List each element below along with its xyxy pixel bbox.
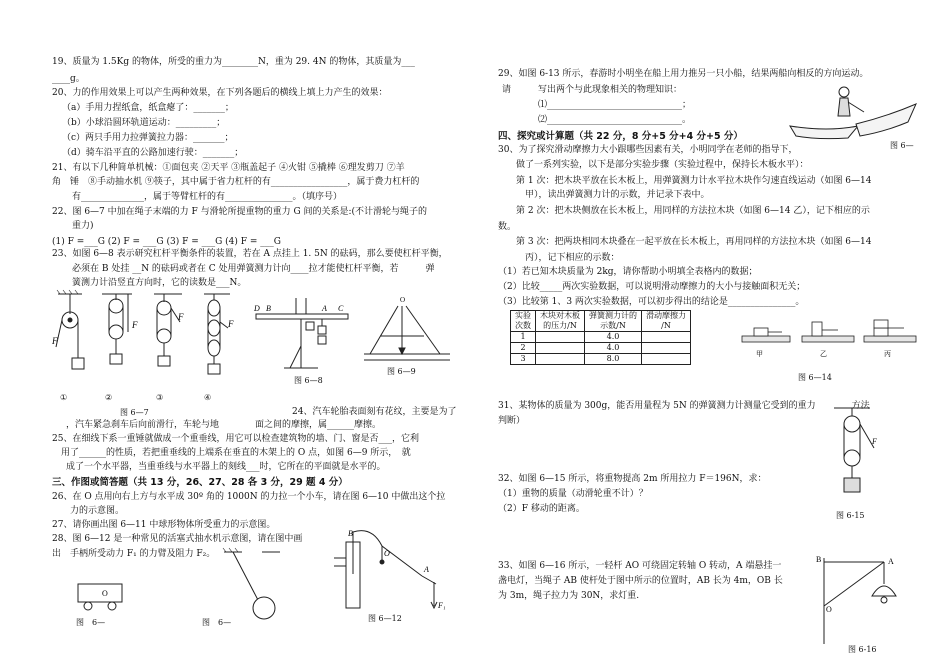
experiment-table bbox=[510, 310, 691, 365]
q20-line1: 20、力的作用效果上可以产生两种效果，在下列各题后的横线上填上力产生的效果： bbox=[52, 88, 388, 98]
q30-line6: 数。 bbox=[498, 222, 517, 232]
table-cell[interactable] bbox=[536, 343, 585, 354]
q29-line1: 29、如图 6-13 所示，春游时小明坐在船上用力推另一只小船，结果两船向相反的方向运动。 bbox=[498, 69, 869, 79]
table-header: 木块对木板 的压力/N bbox=[536, 311, 585, 332]
fig615-label-f: F bbox=[872, 437, 877, 446]
fig68-caption: 图 6—8 bbox=[294, 376, 323, 385]
table-row bbox=[511, 354, 691, 365]
q21-line1: 21、有以下几种简单机械：①面包夹 ②天平 ③瓶盖起子 ④火钳 ⑤撬棒 ⑥理发剪刀 ⑦羊 bbox=[52, 163, 405, 173]
q21-line3: 有______________，属于等臂杠杆的有_______________。（填序号） bbox=[72, 192, 343, 202]
q33-line1: 33、如图 6—16 所示，一轻杆 AO 可绕固定转轴 O 转动，A 端悬挂一 bbox=[498, 561, 782, 571]
q31-line1: 31、某物体的质量为 300g，能否用量程为 5N 的弹簧测力计测量它受到的重力 方法 bbox=[498, 401, 870, 411]
figure-6-10-cart bbox=[76, 582, 132, 612]
q32-line3: （2）F 移动的距离。 bbox=[498, 504, 585, 514]
q29-line3: ⑴______________________________； bbox=[538, 100, 692, 110]
q30-line7: 第 3 次：把两块相同木块叠在一起平放在长木板上，再用同样的方法拉木块（如图 6—14 bbox=[498, 237, 872, 247]
table-header: 弹簧测力计的 示数/N bbox=[585, 311, 642, 332]
q31-line2: 判断） bbox=[498, 416, 526, 426]
q30-q2: （2）比较_____两次实验数据，可以说明滑动摩擦力的大小与接触面积无关； bbox=[498, 282, 806, 292]
figure-6-8-lever bbox=[254, 296, 352, 378]
table-row bbox=[511, 343, 691, 354]
fig615-caption: 图 6-15 bbox=[836, 511, 865, 520]
table-header-row bbox=[511, 311, 691, 332]
fig614-label-yi: 乙 bbox=[820, 350, 827, 358]
q30-line5: 第 2 次：把木块侧放在长木板上，用同样的方法拉木块（如图 6—14 乙），记下相应的示 bbox=[498, 206, 870, 216]
section-3-heading: 三、作图或简答题（共 13 分，26、27、28 各 3 分，29 题 4 分） bbox=[52, 477, 348, 488]
q23-line3: 簧测力计沿竖直方向时，它的读数是___N。 bbox=[72, 278, 247, 288]
q30-line2: 做了一系列实验，以下是部分实验步骤（实验过程中，保持长木板水平）： bbox=[498, 160, 809, 170]
fig616-caption: 图 6-16 bbox=[848, 645, 877, 654]
q30-line8: 丙），记下相应的示数： bbox=[498, 253, 620, 263]
table-cell: 1 bbox=[511, 332, 536, 343]
q20-b: （b）小球沿圆环轨道运动：_________； bbox=[62, 118, 226, 128]
table-cell: 2 bbox=[511, 343, 536, 354]
q32-line1: 32、如图 6—15 所示，将重物提高 2m 所用拉力 F＝196N，求： bbox=[498, 474, 767, 484]
q25-line1: 25、在细线下系一重锤就做成一个重垂线，用它可以检查建筑物的墙、门、窗是否___，它利 bbox=[52, 434, 419, 444]
pump-label-f1: F₁ bbox=[438, 601, 446, 610]
table-cell: 4.0 bbox=[585, 332, 642, 343]
q25-line3: 成了一个水平器，当重垂线与水平器上的刻线___时，它所在的平面就是水平的。 bbox=[66, 462, 386, 472]
fig616-label-b: B bbox=[816, 555, 822, 564]
table-cell: 8.0 bbox=[585, 354, 642, 365]
table-row bbox=[511, 332, 691, 343]
figure-6-15-pulley bbox=[830, 406, 890, 502]
figure-6-12-pump bbox=[332, 526, 482, 616]
figure-6-9-level bbox=[362, 296, 457, 368]
fig612-caption: 图 6—12 bbox=[368, 614, 402, 623]
fig67-label-3: ③ bbox=[156, 393, 164, 402]
q30-line3: 第 1 次：把木块平放在长木板上，用弹簧测力计水平拉木块作匀速直线运动（如图 6—14 bbox=[498, 176, 872, 186]
lever-label-c: C bbox=[338, 304, 344, 313]
q30-q1: （1）若已知木块质量为 2kg，请你帮助小明填全表格内的数据； bbox=[498, 267, 758, 277]
lever-label-a: A bbox=[322, 304, 327, 313]
q21-line2: 角 锤 ⑧手动抽水机 ⑨筷子，其中属于省力杠杆的有_________________，属于费力杠杆的 bbox=[52, 177, 420, 187]
table-cell[interactable] bbox=[536, 354, 585, 365]
q32-line2: （1）重物的质量（动滑轮重不计）？ bbox=[498, 489, 648, 499]
fig616-label-a: A bbox=[888, 557, 894, 566]
q33-line3: 为 3m，绳子拉力为 30N，求灯重. bbox=[498, 591, 640, 601]
pump-label-o: O bbox=[384, 549, 390, 558]
section-4-heading: 四、探究或计算题（共 22 分，8 分+5 分+4 分+5 分） bbox=[498, 131, 743, 142]
q22-line2: 重力) bbox=[72, 221, 94, 231]
figure-6-11-ball bbox=[222, 550, 284, 622]
figure-6-13-boats bbox=[788, 82, 918, 144]
table-cell[interactable] bbox=[536, 332, 585, 343]
figure-6-14-friction bbox=[740, 318, 920, 364]
q19-line1: 19、质量为 1.5Kg 的物体，所受的重力为________N，重为 29. 4N 的物体，其质量为___ bbox=[52, 57, 415, 67]
lever-label-b: B bbox=[266, 304, 271, 313]
q25-line2: 用了______的性质，若把重垂线的上端系在垂直的木架上的 O 点，如图 6—9 所示， 就 bbox=[52, 448, 411, 458]
fig69-caption: 图 6—9 bbox=[387, 367, 416, 376]
q30-line1: 30、为了探究滑动摩擦力大小跟哪些因素有关，小明同学在老师的指导下， bbox=[498, 145, 798, 155]
q23-line2: 必须在 B 处挂 __N 的砝码或者在 C 处用弹簧测力计向____拉才能使杠杆平衡，若 弹 bbox=[72, 264, 435, 274]
fig611-caption: 图 6— bbox=[202, 618, 232, 627]
q33-line2: 盏电灯，当绳子 AB 使杆处于图中所示的位置时，AB 长为 4m，OB 长 bbox=[498, 576, 783, 586]
table-cell: 4.0 bbox=[585, 343, 642, 354]
svg-text:O: O bbox=[102, 589, 108, 598]
table-cell[interactable] bbox=[642, 332, 691, 343]
lever-label-d: D bbox=[254, 304, 260, 313]
q20-d: （d）骑车沿平直的公路加速行驶：_______； bbox=[62, 148, 244, 158]
q20-a: （a）手用力捏纸盒，纸盒瘪了：_______； bbox=[62, 103, 234, 113]
pump-label-a: A bbox=[424, 565, 429, 574]
svg-text:F: F bbox=[132, 320, 138, 330]
q30-line4: 甲），读出弹簧测力计的示数，并记录下表中。 bbox=[498, 190, 710, 200]
q22-line3: (1) F =___G (2) F = ___G (3) F = ___G (4) F = ___G bbox=[52, 237, 281, 247]
q28-line2: 出 手柄所受动力 F₁ 的力臂及阻力 F₂。 bbox=[52, 549, 216, 559]
fig67-label-4: ④ bbox=[204, 393, 212, 402]
svg-text:O: O bbox=[400, 296, 406, 304]
svg-text:F: F bbox=[178, 312, 184, 322]
q22-line1: 22、图 6—7 中加在绳子末端的力 F 与滑轮所提重物的重力 G 间的关系是:(不计滑轮与绳子的 bbox=[52, 207, 428, 217]
fig67-caption: 图 6—7 bbox=[120, 408, 149, 417]
q24-line1: 24、汽车轮胎表面刻有花纹，主要是为了 bbox=[292, 407, 457, 417]
svg-text:F: F bbox=[52, 336, 58, 346]
table-cell: 3 bbox=[511, 354, 536, 365]
q30-q3: （3）比较第 1、3 两次实验数据，可以初步得出的结论是_______________。 bbox=[498, 297, 805, 307]
pump-label-b: B bbox=[348, 529, 353, 538]
q26-line1: 26、在 O 点用向右上方与水平成 30º 角的 1000N 的力拉一个小车，请在图 6—10 中做出这个拉 bbox=[52, 492, 446, 502]
q23-line1: 23、如图 6—8 表示研究杠杆平衡条件的装置，若在 A 点挂上 1. 5N 的砝码，那么要使杠杆平衡， bbox=[52, 249, 448, 259]
table-header: 实验 次数 bbox=[511, 311, 536, 332]
fig614-label-bing: 丙 bbox=[884, 350, 891, 358]
table-cell[interactable] bbox=[642, 343, 691, 354]
table-header: 滑动摩擦力 /N bbox=[642, 311, 691, 332]
table-cell[interactable] bbox=[642, 354, 691, 365]
fig67-label-2: ② bbox=[105, 393, 113, 402]
q20-c: （c）两只手用力拉弹簧拉力器：_______； bbox=[62, 133, 234, 143]
figure-6-7-pulleys bbox=[52, 292, 242, 407]
q19-line2: ____g。 bbox=[52, 74, 85, 84]
fig614-caption: 图 6—14 bbox=[798, 373, 832, 382]
fig614-label-jia: 甲 bbox=[756, 350, 763, 358]
q28-line1: 28、图 6—12 是一种常见的活塞式抽水机示意图，请在图中画 bbox=[52, 534, 303, 544]
q26-line2: 力的示意图。 bbox=[52, 506, 125, 516]
figure-6-16-lamp bbox=[814, 554, 914, 646]
svg-text:F: F bbox=[228, 319, 234, 329]
fig67-label-1: ① bbox=[60, 393, 68, 402]
q29-line2: 请 写出两个与此现象相关的物理知识： bbox=[502, 85, 683, 95]
fig616-label-o: O bbox=[826, 605, 832, 614]
q29-line4: ⑵______________________________。 bbox=[538, 115, 692, 125]
fig610-caption: 图 6— bbox=[76, 618, 106, 627]
q24-line2: ，汽车紧急刹车后向前滑行，车轮与地 面之间的摩擦，属______摩擦。 bbox=[66, 420, 382, 430]
fig613-caption: 图 6— bbox=[890, 141, 914, 150]
q27: 27、请你画出图 6—11 中球形物体所受重力的示意图。 bbox=[52, 520, 276, 530]
